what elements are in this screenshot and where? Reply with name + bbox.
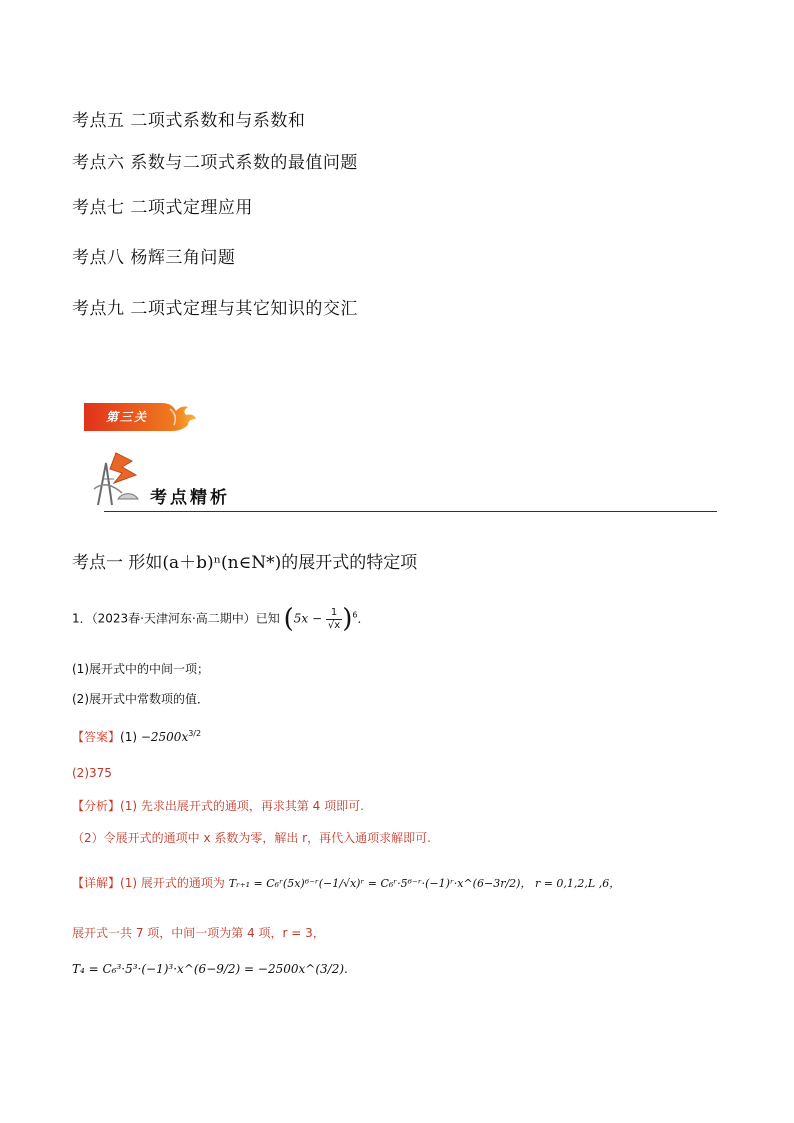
protractor-ruler-logo-icon (92, 449, 140, 507)
analysis-line-2: （2）令展开式的通项中 x 系数为零，解出 r，再代入通项求解即可. (72, 831, 431, 845)
problem-number: 1． (72, 611, 92, 626)
detail-label: (1) (120, 876, 138, 890)
detail-formula: Tᵣ₊₁ = C₆ʳ(5x)⁶⁻ʳ(−1/√x)ʳ = C₆ʳ·5⁶⁻ʳ·(−1)ʳ·x^(6−3r/2)， r = 0,1,2,L ,6， (228, 877, 621, 890)
kaodian-heading (72, 548, 417, 573)
detail-line-2: 展开式一共 7 项，中间一项为第 4 项，r = 3， (72, 926, 325, 940)
answer-tag: 【答案】 (72, 730, 121, 744)
frac-den: √x (327, 619, 341, 631)
answer-part1-label: (1) (120, 730, 138, 744)
expr-lead: 5x − (293, 611, 323, 626)
analysis-line-1 (72, 797, 364, 814)
banner-label: 第三关 (106, 410, 149, 424)
kaodian-item-7: 考点七 二项式定理应用 (72, 198, 253, 218)
left-paren: ( (283, 604, 294, 634)
expr-power: 6 (352, 610, 358, 620)
analysis-text-1: (1) 先求出展开式的通项，再求其第 4 项即可. (120, 799, 364, 813)
heading-math: (a＋b)ⁿ(n∈N*) (162, 553, 282, 573)
detail-tag: 【详解】 (72, 876, 121, 890)
answer-part1-value: −2500x (140, 730, 189, 744)
answer-line-2: (2)375 (72, 766, 112, 780)
question-2: (2)展开式中常数项的值． (72, 692, 209, 706)
expr-fraction (326, 607, 342, 632)
answer-part1-exp: 3/2 (188, 729, 202, 738)
analysis-tag: 【分析】 (72, 799, 121, 813)
problem-statement (72, 606, 369, 632)
answer-line-1 (72, 728, 201, 745)
detail-text-mid: 展开式的通项为 (140, 876, 225, 890)
section-divider (104, 511, 717, 512)
kaodian-item-9: 考点九 二项式定理与其它知识的交汇 (72, 299, 358, 319)
section-title: 考点精析 (150, 488, 230, 508)
right-paren: ) (342, 604, 353, 634)
kaodian-item-6: 考点六 系数与二项式系数的最值问题 (72, 153, 358, 173)
detail-line-3: T₄ = C₆³·5³·(−1)³·x^(6−9/2) = −2500x^(3/2). (72, 962, 348, 976)
heading-suffix: 的展开式的特定项 (281, 553, 418, 573)
frac-num: 1 (326, 607, 342, 620)
heading-prefix: 考点一 形如 (72, 553, 163, 573)
detail-line-1 (72, 874, 620, 891)
section-banner-badge (84, 401, 196, 433)
problem-source: （2023春·天津河东·高二期中）已知 (91, 611, 280, 626)
kaodian-item-5: 考点五 二项式系数和与系数和 (72, 111, 306, 131)
question-1: (1)展开式中的中间一项； (72, 662, 209, 676)
problem-end: ． (357, 611, 370, 626)
kaodian-item-8: 考点八 杨辉三角问题 (72, 248, 236, 268)
